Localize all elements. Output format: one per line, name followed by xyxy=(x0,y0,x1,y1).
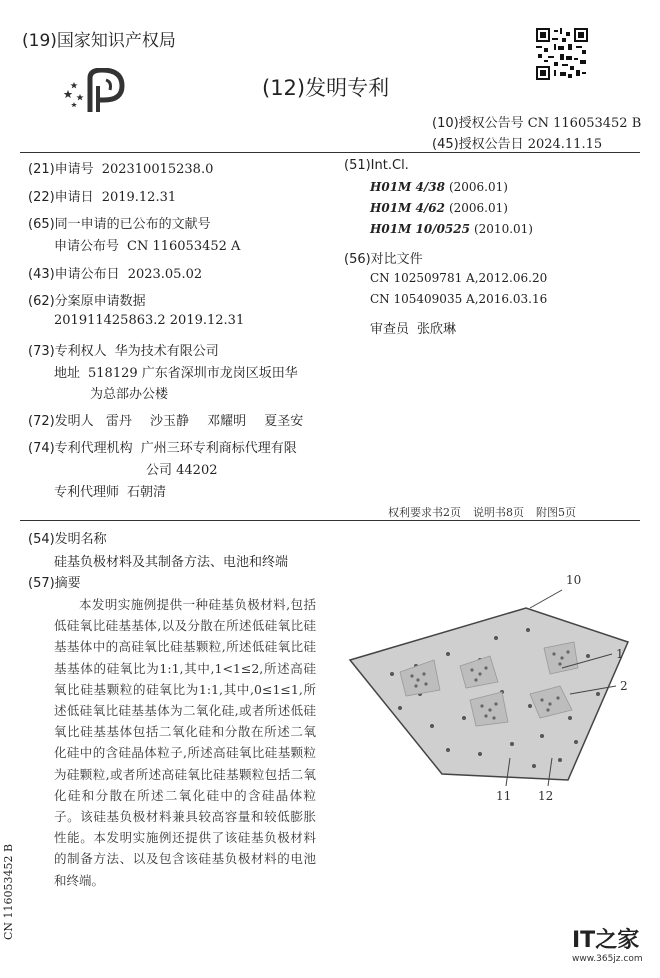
figure-label: 2 xyxy=(620,679,628,693)
abstract-figure xyxy=(330,568,650,808)
drawings-pages: 附图5页 xyxy=(536,506,576,519)
description-pages: 说明书8页 xyxy=(473,506,524,519)
ipc-label: (51)Int.Cl. xyxy=(344,158,409,173)
inventors-row xyxy=(28,410,303,429)
address-label: 地址 xyxy=(54,366,81,381)
citations-label: (56)对比文件 xyxy=(344,252,423,267)
document-type: (12)发明专利 xyxy=(262,76,390,100)
publication-date-label: (43)申请公布日 xyxy=(28,267,120,282)
agency-line2: 公司 44202 xyxy=(146,463,218,478)
filing-date-row xyxy=(28,186,176,205)
grant-number-row xyxy=(432,112,641,131)
prior-publication-number: CN 116053452 A xyxy=(127,239,241,254)
abstract-text: 本发明实施例提供一种硅基负极材料,包括低硅氧比硅基基体,以及分散在所述低硅氧比硅基基体中的高硅氧比硅基颗粒,所述低硅氧比硅基基体的硅氧比为1:1,其中,1<1≤2,所述高硅氧比硅基颗粒的硅氧比为1:1,其中,0≤1≤1,所述低硅氧比硅基基体为二氧化硅,或者所述低硅氧比硅基基体包括二氧化硅和分散在所述二氧化硅中的含硅晶体粒子,所述高硅氧比硅基颗粒为硅颗粒,或者所述高硅氧比硅基颗粒包括二氧化硅和分散在所述二氧化硅中的含硅晶体粒子。该硅基负极材料兼具较高容量和较低膨胀性能。本发明实施例还提供了该硅基负极材料的制备方法、以及包含该硅基负极材料的电池和终端。 xyxy=(54,597,316,888)
publication-date-row xyxy=(28,263,202,282)
inventor: 雷丹 xyxy=(105,414,132,429)
address-row xyxy=(54,362,298,381)
site-watermark xyxy=(572,928,643,964)
agent-label: 专利代理师 xyxy=(54,485,120,500)
ipc-item: H01M 4/62 (2006.01) xyxy=(370,201,508,215)
office-name: (19)国家知识产权局 xyxy=(22,31,176,51)
figure-label: 11 xyxy=(496,789,512,803)
citation-item: CN 105409035 A,2016.03.16 xyxy=(370,292,548,306)
prior-publication-sub-label: 申请公布号 xyxy=(54,239,120,254)
inventor: 夏圣安 xyxy=(264,414,304,429)
claims-pages: 权利要求书2页 xyxy=(388,506,461,519)
division-label: (62)分案原申请数据 xyxy=(28,294,146,309)
grant-date-label: (45)授权公告日 xyxy=(432,137,524,152)
agent-row xyxy=(54,481,166,500)
invention-title: 硅基负极材料及其制备方法、电池和终端 xyxy=(54,555,289,570)
grant-date-row xyxy=(432,133,602,152)
inventor: 沙玉静 xyxy=(149,414,189,429)
filing-date-label: (22)申请日 xyxy=(28,190,94,205)
meta-divider xyxy=(20,520,640,521)
watermark-url: www.365jz.com xyxy=(572,954,643,964)
division-data: 201911425863.2 2019.12.31 xyxy=(54,313,245,328)
prior-publication-label: (65)同一申请的已公布的文献号 xyxy=(28,217,211,232)
inventors-label: (72)发明人 xyxy=(28,414,94,429)
qr-code xyxy=(536,28,588,80)
ipc-item: H01M 4/38 (2006.01) xyxy=(370,180,508,194)
address-line2: 为总部办公楼 xyxy=(90,387,169,402)
address-line1: 518129 广东省深圳市龙岗区坂田华 xyxy=(88,366,298,381)
side-document-code: CN 116053452 B xyxy=(2,843,15,940)
citation-item: CN 102509781 A,2012.06.20 xyxy=(370,271,548,285)
figure-label: 10 xyxy=(566,573,582,587)
page-counts xyxy=(388,504,588,520)
prior-publication-row xyxy=(54,235,240,254)
application-number: 202310015238.0 xyxy=(101,162,214,177)
application-number-row xyxy=(28,158,213,177)
patentee: 华为技术有限公司 xyxy=(114,344,219,359)
cnipa-logo xyxy=(60,68,140,116)
figure-label: 12 xyxy=(538,789,554,803)
header-divider xyxy=(20,152,640,153)
grant-number: CN 116053452 B xyxy=(527,116,642,131)
agency-label: (74)专利代理机构 xyxy=(28,441,133,456)
filing-date: 2019.12.31 xyxy=(101,190,177,205)
matrix-body xyxy=(350,608,628,780)
figure-label: 1 xyxy=(616,647,624,661)
examiner-label: 审查员 xyxy=(370,322,410,337)
agency-row xyxy=(28,437,297,456)
grant-date: 2024.11.15 xyxy=(527,137,603,152)
agent: 石朝清 xyxy=(127,485,167,500)
publication-date: 2023.05.02 xyxy=(127,267,203,282)
title-label: (54)发明名称 xyxy=(28,532,107,547)
abstract-label: (57)摘要 xyxy=(28,576,81,591)
inventor: 邓耀明 xyxy=(207,414,247,429)
agency-line1: 广州三环专利商标代理有限 xyxy=(140,441,297,456)
watermark-brand: IT之家 xyxy=(572,928,640,953)
patentee-label: (73)专利权人 xyxy=(28,344,107,359)
ipc-item: H01M 10/0525 (2010.01) xyxy=(370,222,533,236)
grant-number-label: (10)授权公告号 xyxy=(432,116,524,131)
examiner: 张欣琳 xyxy=(417,322,457,337)
application-number-label: (21)申请号 xyxy=(28,162,94,177)
examiner-row xyxy=(370,318,456,337)
patentee-row xyxy=(28,340,219,359)
